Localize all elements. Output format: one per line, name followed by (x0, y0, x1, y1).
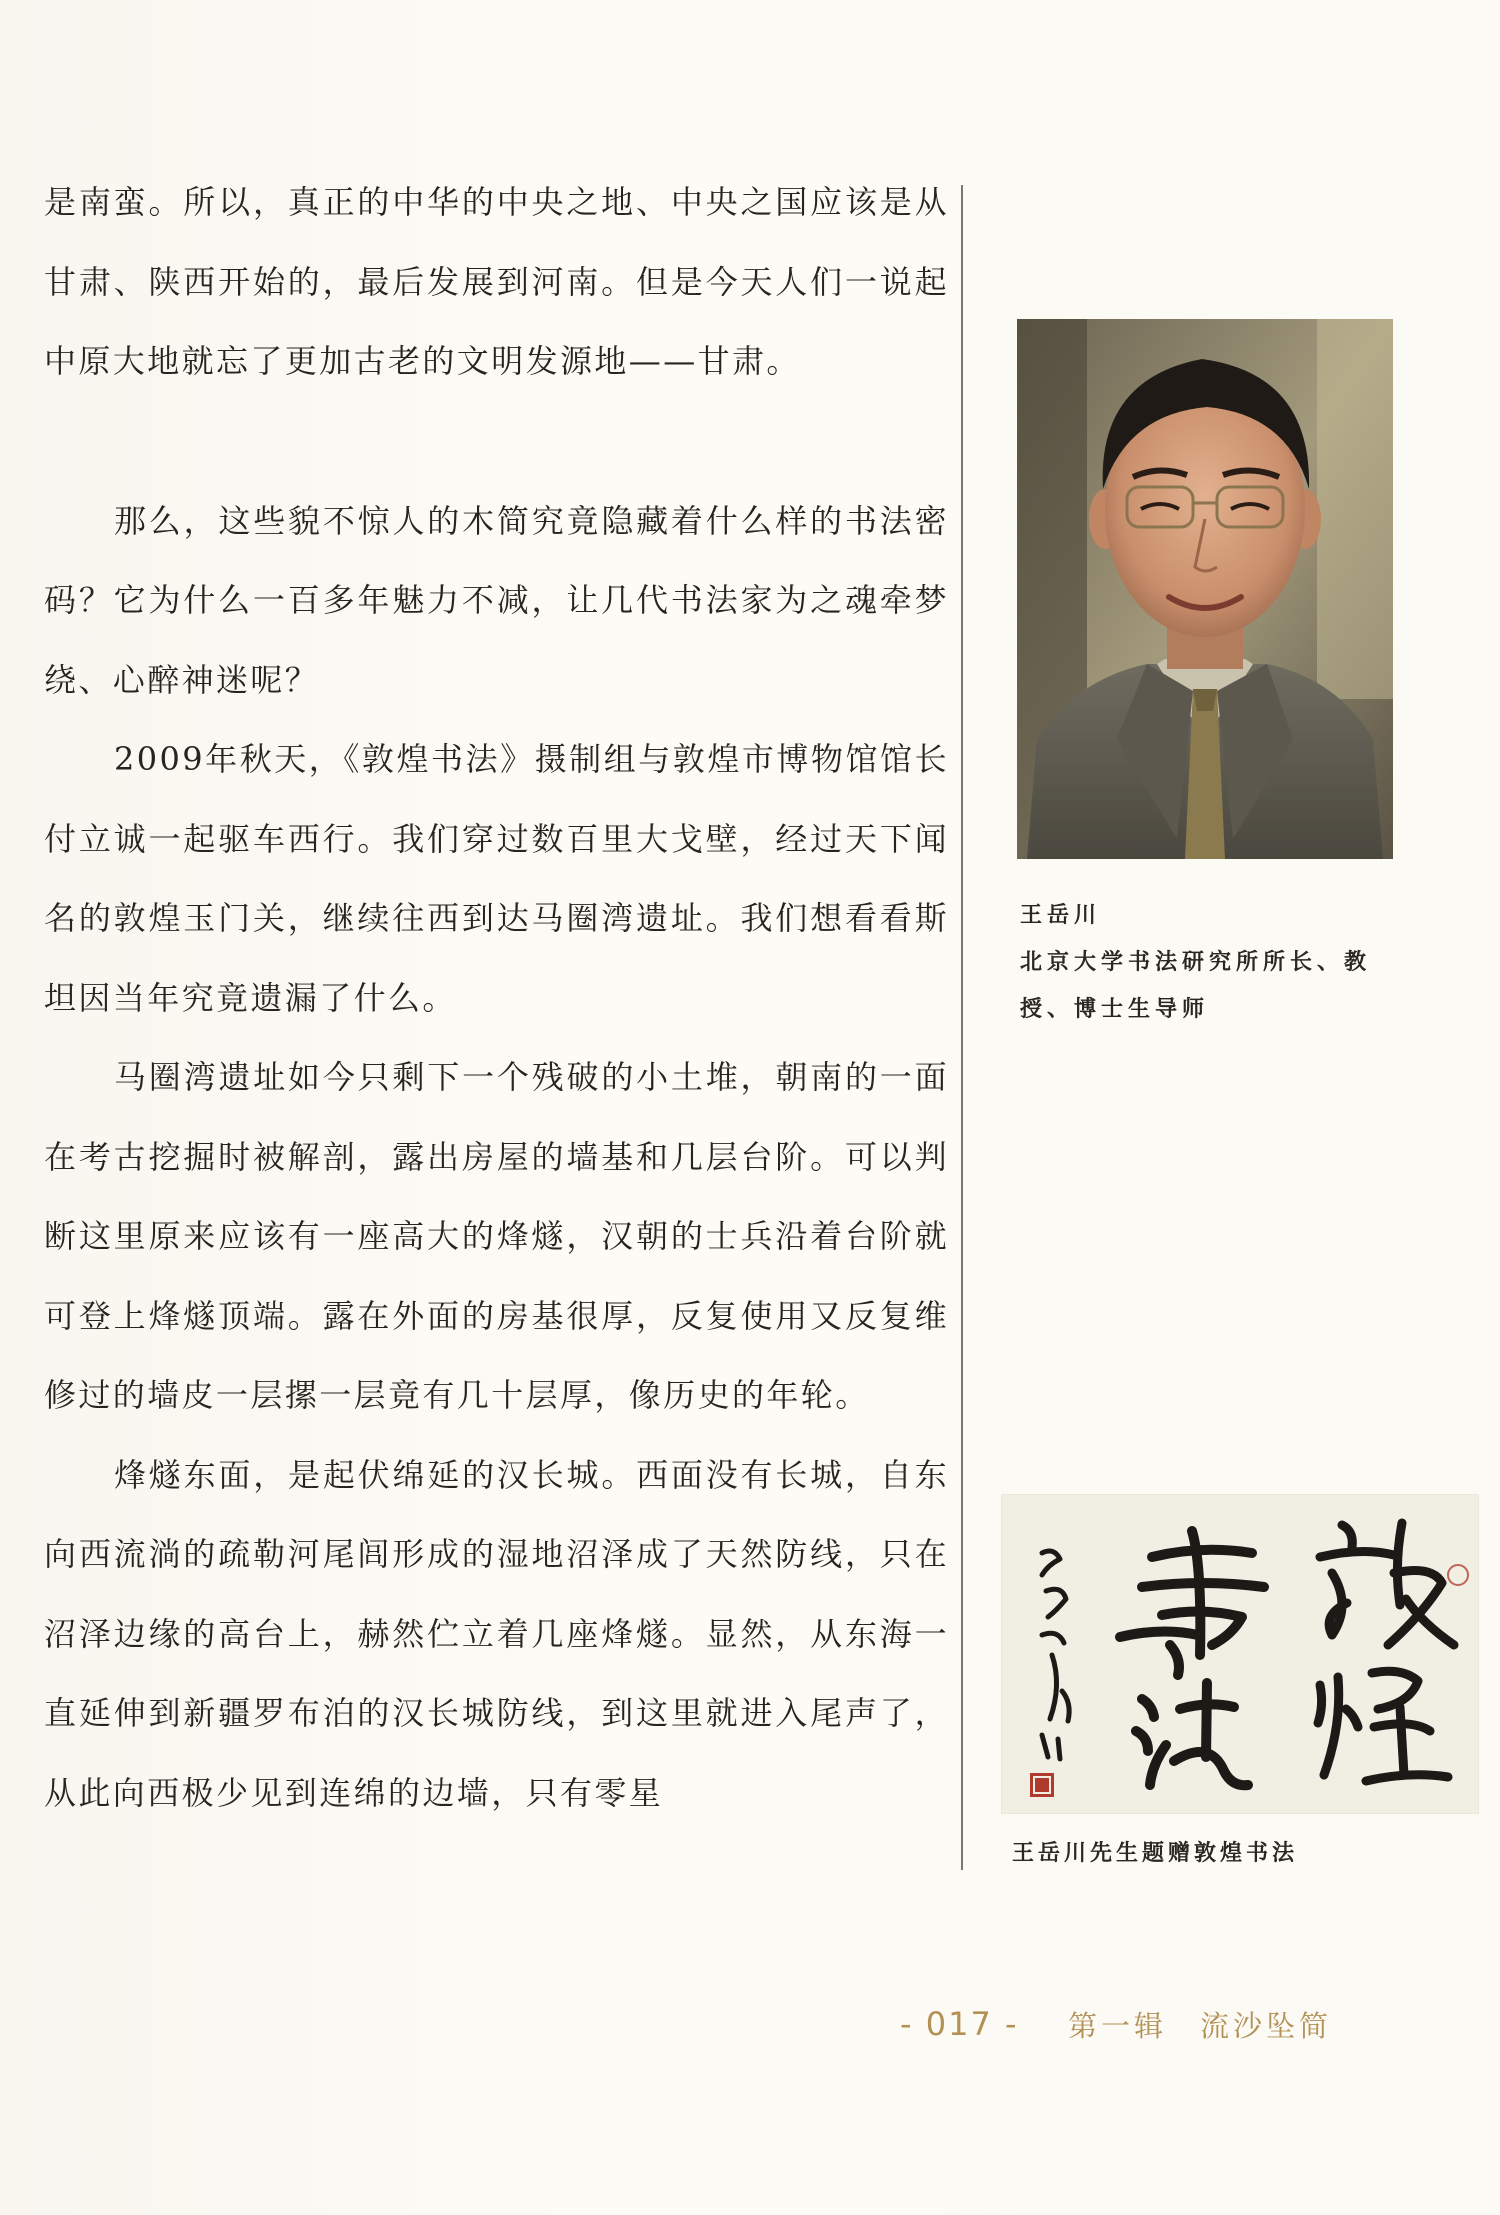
calligraphy-signature (1042, 1551, 1069, 1759)
photo-caption-name: 王岳川 (1020, 903, 1102, 928)
paragraph-2: 那么，这些貌不惊人的木简究竟隐藏着什么样的书法密码？它为什么一百多年魅力不减，让几代书法家为之魂牵梦绕、心醉神迷呢？ (44, 501, 949, 699)
calligraphy-caption: 王岳川先生题赠敦煌书法 (1012, 1841, 1299, 1866)
portrait-illustration (1017, 319, 1393, 859)
paragraph-5: 烽燧东面，是起伏绵延的汉长城。西面没有长城，自东向西流淌的疏勒河尾闾形成的湿地沼泽成了天然防线，只在沼泽边缘的高台上，赫然伫立着几座烽燧。显然，从东海一直延伸到新疆罗布泊的汉长城防线，到这里就进入尾声了，从此向西极少见到连绵的边墙，只有零星 (44, 1455, 949, 1812)
column-divider (961, 185, 963, 1870)
calligraphy-char-fa (1136, 1683, 1248, 1785)
paragraph-1: 是南蛮。所以，真正的中华的中央之地、中央之国应该是从甘肃、陕西开始的，最后发展到河南。但是今天人们一说起中原大地就忘了更加古老的文明发源地——甘肃。 (44, 183, 949, 380)
photo-caption-title: 北京大学书法研究所所长、教授、博士生导师 (1020, 950, 1372, 1022)
running-footer-section: 第一辑 流沙坠简 (1068, 2009, 1333, 2043)
calligraphy-artwork (1002, 1495, 1478, 1813)
page-number: - 017 - (900, 2005, 1019, 2043)
calligraphy-char-shu (1120, 1531, 1264, 1675)
calligraphy-char-huang (1318, 1671, 1448, 1781)
paragraph-3: 2009年秋天，《敦煌书法》摄制组与敦煌市博物馆馆长付立诚一起驱车西行。我们穿过数百里大戈壁，经过天下闻名的敦煌玉门关，继续往西到达马圈湾遗址。我们想看看斯坦因当年究竟遗漏了什么。 (44, 740, 949, 1017)
calligraphy-char-dun (1320, 1523, 1454, 1645)
body-text (44, 163, 949, 1833)
paragraph-4: 马圈湾遗址如今只剩下一个残破的小土堆，朝南的一面在考古挖掘时被解剖，露出房屋的墙基和几层台阶。可以判断这里原来应该有一座高大的烽燧，汉朝的士兵沿着台阶就可登上烽燧顶端。露在外面的房基很厚，反复使用又反复维修过的墙皮一层摞一层竟有几十层厚，像历史的年轮。 (44, 1058, 949, 1414)
calligraphy-illustration (1002, 1495, 1478, 1813)
portrait-photo (1017, 319, 1393, 859)
seal-stamp-round (1448, 1565, 1468, 1585)
